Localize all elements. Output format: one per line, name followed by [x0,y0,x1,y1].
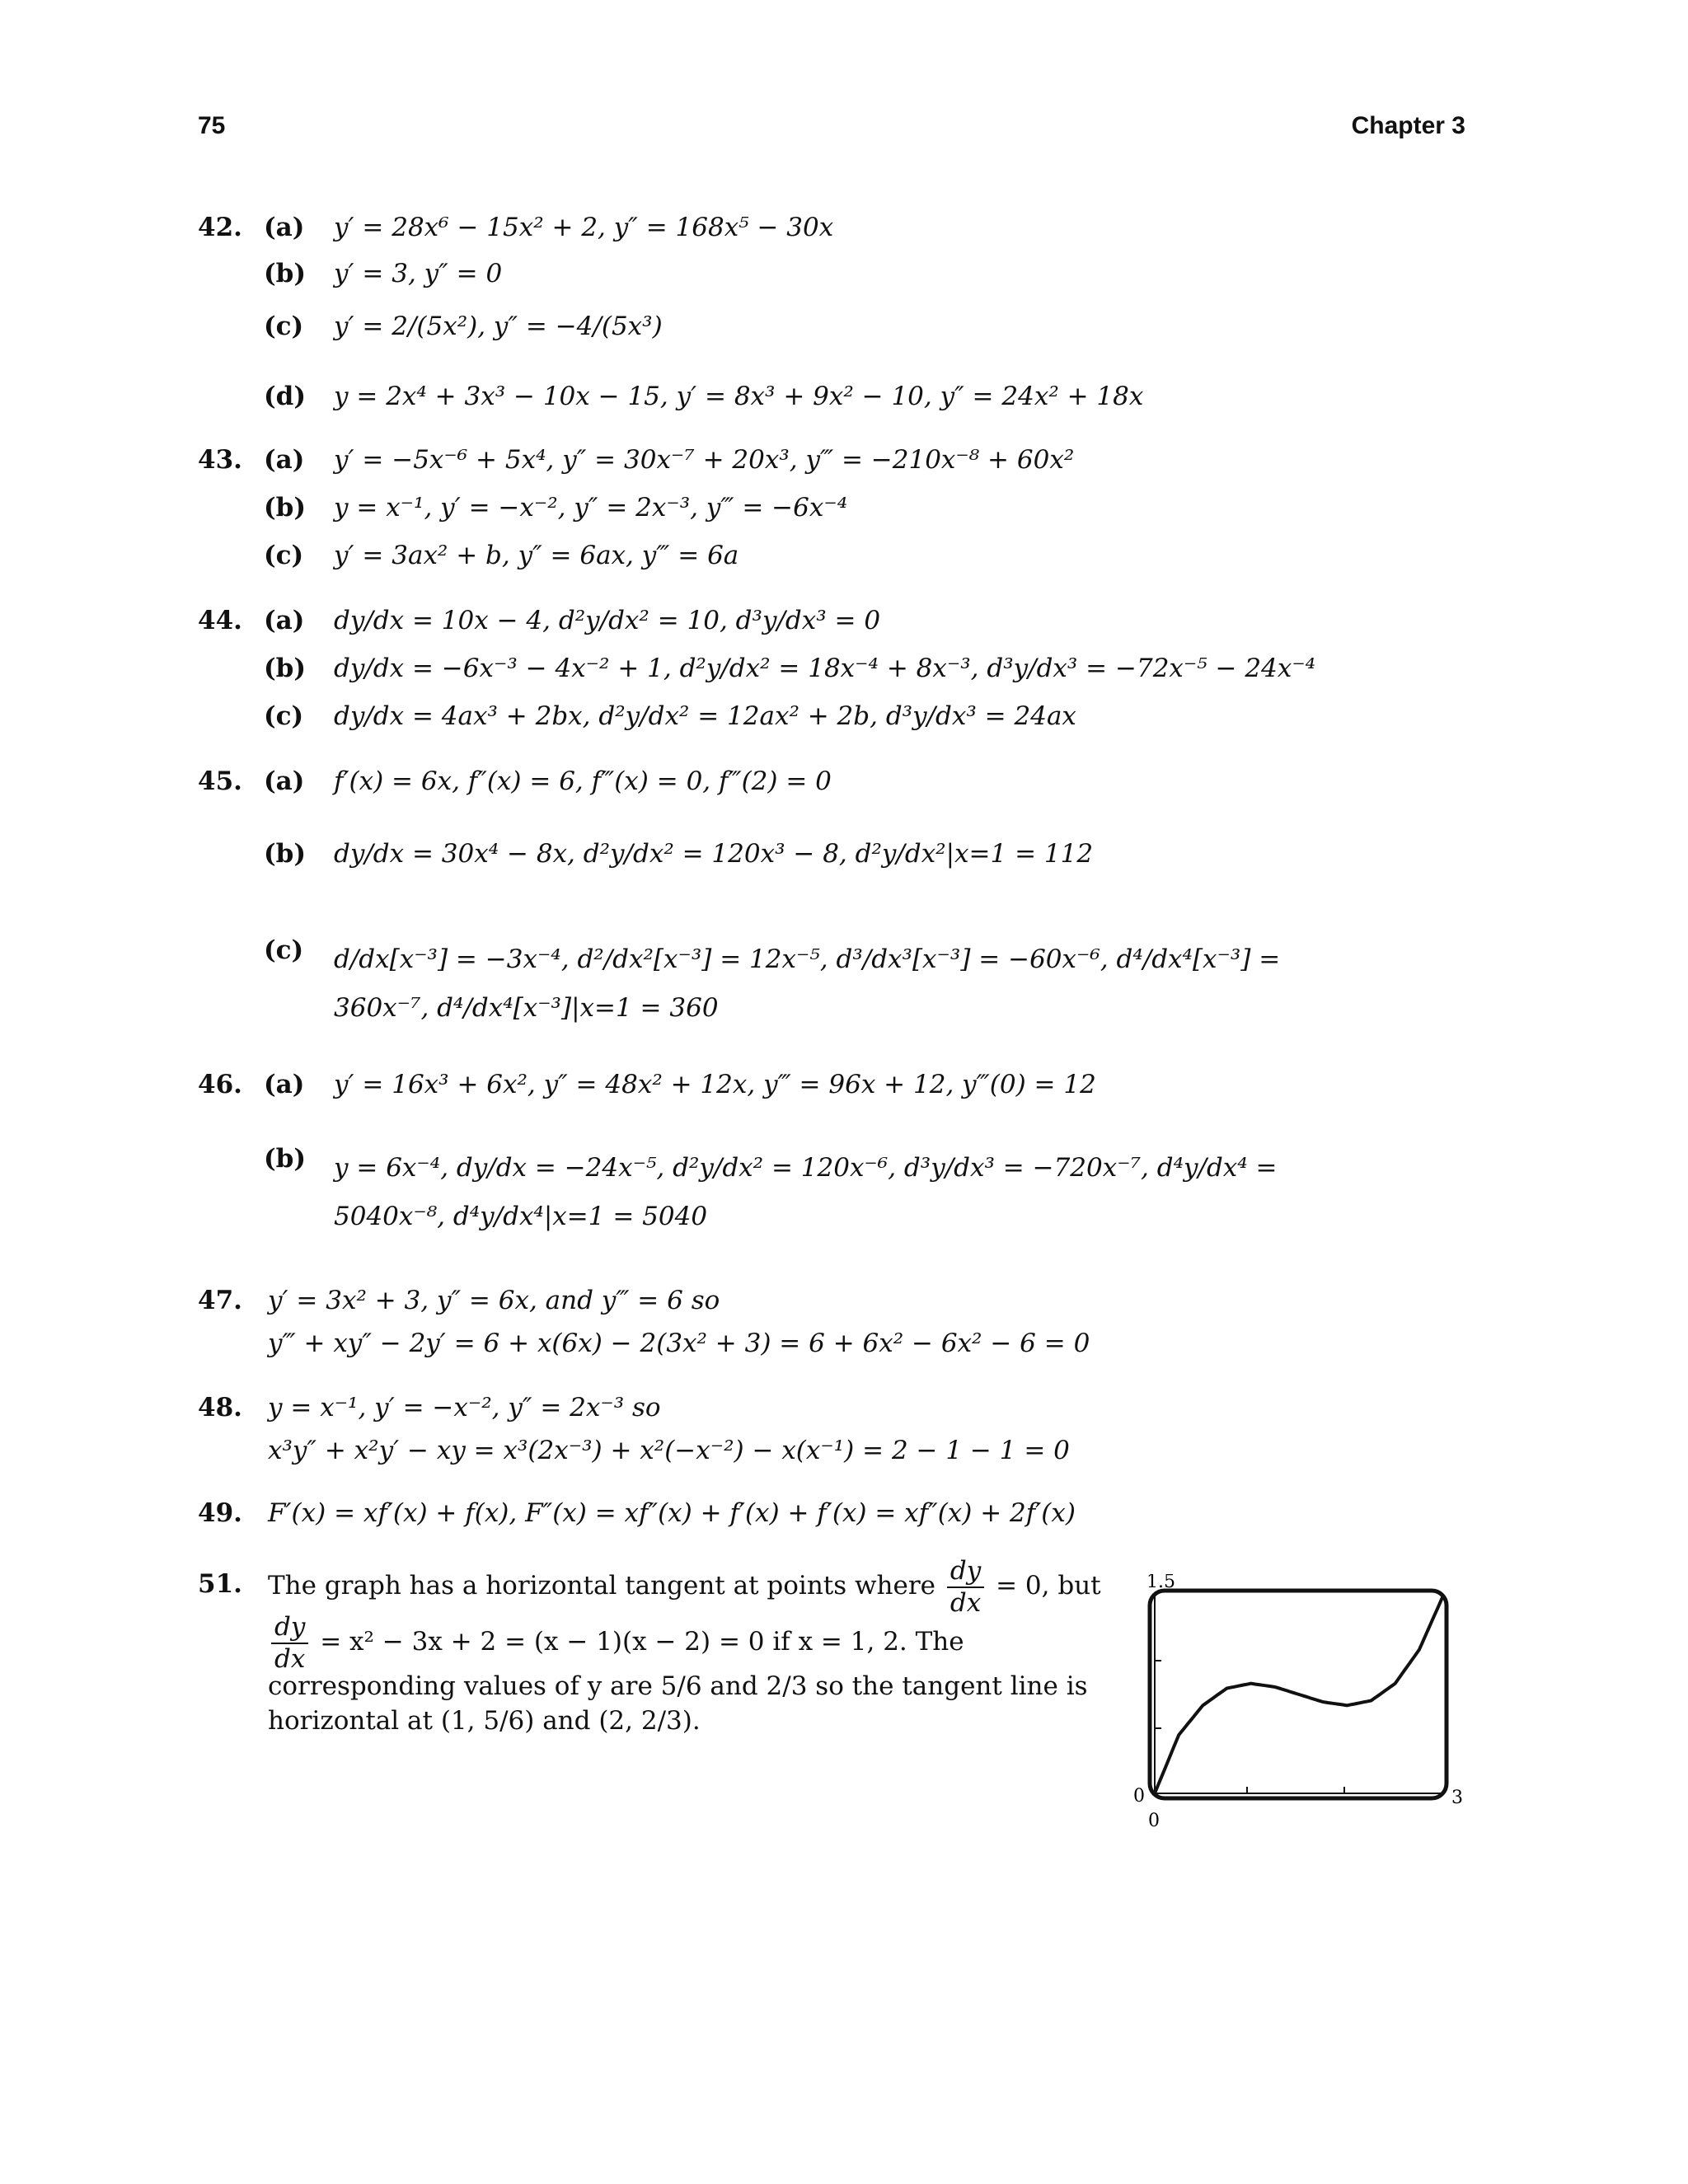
y-max-label: 1.5 [1146,1574,1175,1592]
answer-45b: dy/dx = 30x⁴ − 8x, d²y/dx² = 120x³ − 8, d²y/dx²|x=1 = 112 [334,839,1094,869]
problem-number: 47. [198,1286,242,1315]
problem-49 [198,1498,1500,1540]
part-label: (b) [264,654,307,683]
problem-number: 51. [198,1569,242,1599]
cubic-graph [1117,1574,1479,1838]
part-label: (b) [264,259,307,288]
answer-51-line2 [268,1614,964,1672]
problem-51 [198,1556,1101,1747]
answer-45c: d/dx[x⁻³] = −3x⁻⁴, d²/dx²[x⁻³] = 12x⁻⁵, d³/dx³[x⁻³] = −60x⁻⁶, d⁴/dx⁴[x⁻³] = 360x⁻⁷, d⁴/dx⁴[x⁻³]|x=1 = 360 [334,944,1281,1023]
problem-43 [198,445,1500,577]
part-label: (b) [264,1144,307,1174]
problem-47 [198,1286,1500,1376]
data-line [1155,1596,1443,1793]
problem-number: 46. [198,1070,242,1099]
answer-47-line1: y′ = 3x² + 3, y″ = 6x, and y‴ = 6 so [268,1286,720,1315]
part-label: (b) [264,839,307,869]
chapter-title: Chapter 3 [1351,112,1465,139]
answer-42a: y′ = 28x⁶ − 15x² + 2, y″ = 168x⁵ − 30x [334,213,834,242]
dy-dx-fraction: $\frac{dy}{dx}$ [947,1558,984,1616]
answer-43c: y′ = 3ax² + b, y″ = 6ax, y‴ = 6a [334,541,739,570]
page-number: 75 [198,112,226,139]
problem-number: 48. [198,1393,242,1422]
answer-48-line1: y = x⁻¹, y′ = −x⁻², y″ = 2x⁻³ so [268,1393,661,1422]
x-max-label: 3 [1451,1788,1463,1808]
answer-51-line4: horizontal at (1, 5/6) and (2, 2/3). [268,1706,701,1736]
problem-number: 49. [198,1498,242,1528]
part-label: (a) [264,606,305,635]
dy-dx-fraction: $\frac{dy}{dx}$ [271,1614,308,1672]
answer-43a: y′ = −5x⁻⁶ + 5x⁴, y″ = 30x⁻⁷ + 20x³, y‴ = −210x⁻⁸ + 60x² [334,445,1075,475]
answer-44c: dy/dx = 4ax³ + 2bx, d²y/dx² = 12ax² + 2b, d³y/dx³ = 24ax [334,701,1076,731]
problem-46 [198,1070,1500,1276]
answer-51-line1 [268,1558,1101,1616]
problem-48 [198,1393,1500,1483]
problem-45 [198,766,1500,1038]
answer-51-text: The graph has a horizontal tangent at points where [268,1571,936,1601]
answer-44b: dy/dx = −6x⁻³ − 4x⁻² + 1, d²y/dx² = 18x⁻⁴ + 8x⁻³, d³y/dx³ = −72x⁻⁵ − 24x⁻⁴ [334,654,1316,683]
part-label: (c) [264,935,304,965]
answer-42d: y = 2x⁴ + 3x³ − 10x − 15, y′ = 8x³ + 9x² − 10, y″ = 24x² + 18x [334,382,1144,411]
problem-number: 44. [198,606,242,635]
answer-48-line2: x³y″ + x²y′ − xy = x³(2x⁻³) + x²(−x⁻²) − x(x⁻¹) = 2 − 1 − 1 = 0 [268,1436,1070,1465]
problem-number: 43. [198,445,242,475]
answer-51-text: = x² − 3x + 2 = (x − 1)(x − 2) = 0 if x = 1, 2. The [320,1627,964,1657]
answer-45a: f′(x) = 6x, f″(x) = 6, f‴(x) = 0, f‴(2) = 0 [334,766,832,796]
x-min-label: 0 [1148,1811,1160,1831]
part-label: (c) [264,312,304,341]
answer-42b: y′ = 3, y″ = 0 [334,259,503,288]
part-label: (a) [264,766,305,796]
answer-44a: dy/dx = 10x − 4, d²y/dx² = 10, d³y/dx³ = 0 [334,606,881,635]
part-label: (c) [264,701,304,731]
answer-46b: y = 6x⁻⁴, dy/dx = −24x⁻⁵, d²y/dx² = 120x⁻⁶, d³y/dx³ = −720x⁻⁷, d⁴y/dx⁴ = 5040x⁻⁸, d⁴y/dx⁴|x=1 = 5040 [334,1153,1278,1231]
part-label: (b) [264,493,307,523]
problem-number: 42. [198,213,242,242]
problem-44 [198,606,1500,738]
problem-42 [198,213,1500,419]
part-label: (c) [264,541,304,570]
y-min-label: 0 [1133,1786,1145,1807]
answer-51-text: = 0, but [996,1571,1101,1601]
answer-46a: y′ = 16x³ + 6x², y″ = 48x² + 12x, y‴ = 96x + 12, y‴(0) = 12 [334,1070,1096,1099]
problem-number: 45. [198,766,242,796]
answer-47-line2: y‴ + xy″ − 2y′ = 6 + x(6x) − 2(3x² + 3) = 6 + 6x² − 6x² − 6 = 0 [268,1329,1090,1358]
answer-51-line3: corresponding values of y are 5/6 and 2/3 so the tangent line is [268,1671,1088,1701]
part-label: (d) [264,382,307,411]
answer-49-line1: F′(x) = xf′(x) + f(x), F″(x) = xf″(x) + f′(x) + f′(x) = xf″(x) + 2f′(x) [268,1498,1076,1528]
part-label: (a) [264,213,305,242]
part-label: (a) [264,1070,305,1099]
answer-43b: y = x⁻¹, y′ = −x⁻², y″ = 2x⁻³, y‴ = −6x⁻⁴ [334,493,848,523]
part-label: (a) [264,445,305,475]
answer-42c: y′ = 2/(5x²), y″ = −4/(5x³) [334,312,663,341]
